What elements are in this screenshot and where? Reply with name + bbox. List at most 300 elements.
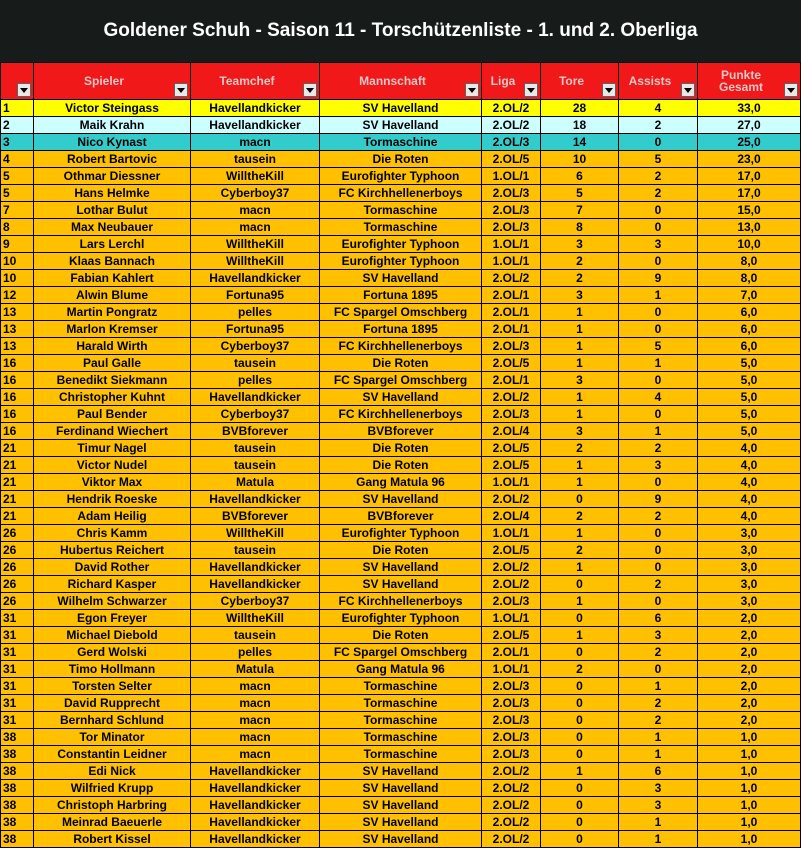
punkte-cell[interactable]: 2,0 — [698, 712, 801, 729]
rank-cell[interactable]: 21 — [1, 474, 34, 491]
liga-cell[interactable]: 2.OL/3 — [482, 202, 541, 219]
mannschaft-cell[interactable]: SV Havelland — [320, 797, 482, 814]
tore-cell[interactable]: 0 — [541, 678, 619, 695]
liga-cell[interactable]: 2.OL/5 — [482, 151, 541, 168]
spieler-cell[interactable]: Paul Galle — [34, 355, 191, 372]
assists-cell[interactable]: 3 — [619, 236, 698, 253]
liga-cell[interactable]: 2.OL/3 — [482, 729, 541, 746]
liga-cell[interactable]: 2.OL/3 — [482, 219, 541, 236]
teamchef-cell[interactable]: macn — [191, 695, 320, 712]
teamchef-cell[interactable]: macn — [191, 678, 320, 695]
rank-cell[interactable]: 3 — [1, 134, 34, 151]
liga-cell[interactable]: 2.OL/5 — [482, 627, 541, 644]
filter-dropdown-icon[interactable] — [784, 83, 798, 97]
punkte-cell[interactable]: 3,0 — [698, 542, 801, 559]
liga-cell[interactable]: 2.OL/3 — [482, 712, 541, 729]
mannschaft-cell[interactable]: FC Kirchhellenerboys — [320, 185, 482, 202]
rank-cell[interactable]: 8 — [1, 219, 34, 236]
rank-cell[interactable]: 26 — [1, 542, 34, 559]
mannschaft-cell[interactable]: Tormaschine — [320, 712, 482, 729]
assists-cell[interactable]: 9 — [619, 270, 698, 287]
spieler-cell[interactable]: Egon Freyer — [34, 610, 191, 627]
liga-cell[interactable]: 2.OL/1 — [482, 644, 541, 661]
liga-cell[interactable]: 2.OL/4 — [482, 508, 541, 525]
assists-cell[interactable]: 3 — [619, 780, 698, 797]
assists-cell[interactable]: 4 — [619, 389, 698, 406]
filter-dropdown-icon[interactable] — [17, 83, 31, 97]
assists-cell[interactable]: 2 — [619, 440, 698, 457]
liga-cell[interactable]: 1.OL/1 — [482, 474, 541, 491]
mannschaft-cell[interactable]: FC Spargel Omschberg — [320, 304, 482, 321]
assists-cell[interactable]: 0 — [619, 321, 698, 338]
liga-cell[interactable]: 1.OL/1 — [482, 661, 541, 678]
teamchef-cell[interactable]: tausein — [191, 627, 320, 644]
filter-dropdown-icon[interactable] — [602, 83, 616, 97]
mannschaft-cell[interactable]: Gang Matula 96 — [320, 474, 482, 491]
teamchef-cell[interactable]: Cyberboy37 — [191, 406, 320, 423]
tore-cell[interactable]: 0 — [541, 797, 619, 814]
spieler-cell[interactable]: Gerd Wolski — [34, 644, 191, 661]
tore-cell[interactable]: 10 — [541, 151, 619, 168]
assists-cell[interactable]: 2 — [619, 695, 698, 712]
assists-cell[interactable]: 2 — [619, 168, 698, 185]
rank-cell[interactable]: 5 — [1, 185, 34, 202]
assists-cell[interactable]: 0 — [619, 559, 698, 576]
rank-cell[interactable]: 38 — [1, 763, 34, 780]
assists-cell[interactable]: 0 — [619, 202, 698, 219]
rank-cell[interactable]: 31 — [1, 610, 34, 627]
teamchef-cell[interactable]: macn — [191, 202, 320, 219]
spieler-cell[interactable]: David Rupprecht — [34, 695, 191, 712]
liga-cell[interactable]: 2.OL/3 — [482, 678, 541, 695]
punkte-cell[interactable]: 2,0 — [698, 661, 801, 678]
spieler-cell[interactable]: Paul Bender — [34, 406, 191, 423]
assists-cell[interactable]: 9 — [619, 491, 698, 508]
teamchef-cell[interactable]: macn — [191, 712, 320, 729]
liga-cell[interactable]: 1.OL/1 — [482, 525, 541, 542]
liga-cell[interactable]: 2.OL/2 — [482, 814, 541, 831]
liga-cell[interactable]: 2.OL/1 — [482, 304, 541, 321]
liga-cell[interactable]: 2.OL/2 — [482, 100, 541, 117]
assists-cell[interactable]: 1 — [619, 831, 698, 848]
spieler-cell[interactable]: Torsten Selter — [34, 678, 191, 695]
punkte-cell[interactable]: 1,0 — [698, 729, 801, 746]
spieler-cell[interactable]: Harald Wirth — [34, 338, 191, 355]
teamchef-cell[interactable]: Havellandkicker — [191, 576, 320, 593]
rank-cell[interactable]: 31 — [1, 627, 34, 644]
liga-cell[interactable]: 2.OL/2 — [482, 559, 541, 576]
rank-cell[interactable]: 31 — [1, 644, 34, 661]
liga-cell[interactable]: 2.OL/2 — [482, 763, 541, 780]
assists-cell[interactable]: 0 — [619, 593, 698, 610]
tore-cell[interactable]: 5 — [541, 185, 619, 202]
assists-cell[interactable]: 5 — [619, 151, 698, 168]
tore-cell[interactable]: 0 — [541, 780, 619, 797]
spieler-cell[interactable]: Michael Diebold — [34, 627, 191, 644]
mannschaft-cell[interactable]: Tormaschine — [320, 695, 482, 712]
assists-cell[interactable]: 1 — [619, 423, 698, 440]
mannschaft-cell[interactable]: SV Havelland — [320, 576, 482, 593]
teamchef-cell[interactable]: macn — [191, 134, 320, 151]
rank-cell[interactable]: 21 — [1, 508, 34, 525]
punkte-cell[interactable]: 10,0 — [698, 236, 801, 253]
teamchef-cell[interactable]: macn — [191, 219, 320, 236]
punkte-cell[interactable]: 17,0 — [698, 168, 801, 185]
spieler-cell[interactable]: Martin Pongratz — [34, 304, 191, 321]
punkte-cell[interactable]: 8,0 — [698, 270, 801, 287]
teamchef-cell[interactable]: Havellandkicker — [191, 117, 320, 134]
spieler-cell[interactable]: Lothar Bulut — [34, 202, 191, 219]
liga-cell[interactable]: 2.OL/1 — [482, 287, 541, 304]
spieler-cell[interactable]: Robert Bartovic — [34, 151, 191, 168]
liga-cell[interactable]: 2.OL/3 — [482, 746, 541, 763]
teamchef-cell[interactable]: Havellandkicker — [191, 780, 320, 797]
mannschaft-cell[interactable]: FC Kirchhellenerboys — [320, 338, 482, 355]
filter-dropdown-icon[interactable] — [303, 83, 317, 97]
teamchef-cell[interactable]: Cyberboy37 — [191, 593, 320, 610]
spieler-cell[interactable]: Chris Kamm — [34, 525, 191, 542]
spieler-cell[interactable]: Christopher Kuhnt — [34, 389, 191, 406]
punkte-cell[interactable]: 13,0 — [698, 219, 801, 236]
teamchef-cell[interactable]: pelles — [191, 644, 320, 661]
punkte-cell[interactable]: 23,0 — [698, 151, 801, 168]
tore-cell[interactable]: 0 — [541, 814, 619, 831]
spieler-cell[interactable]: Victor Nudel — [34, 457, 191, 474]
tore-cell[interactable]: 2 — [541, 270, 619, 287]
mannschaft-cell[interactable]: SV Havelland — [320, 491, 482, 508]
teamchef-cell[interactable]: tausein — [191, 542, 320, 559]
tore-cell[interactable]: 0 — [541, 746, 619, 763]
punkte-cell[interactable]: 1,0 — [698, 814, 801, 831]
filter-dropdown-icon[interactable] — [681, 83, 695, 97]
assists-cell[interactable]: 0 — [619, 474, 698, 491]
spieler-cell[interactable]: Hans Helmke — [34, 185, 191, 202]
assists-cell[interactable]: 0 — [619, 219, 698, 236]
teamchef-cell[interactable]: Havellandkicker — [191, 389, 320, 406]
tore-cell[interactable]: 3 — [541, 236, 619, 253]
rank-cell[interactable]: 38 — [1, 780, 34, 797]
assists-cell[interactable]: 0 — [619, 134, 698, 151]
punkte-cell[interactable]: 17,0 — [698, 185, 801, 202]
rank-cell[interactable]: 38 — [1, 797, 34, 814]
rank-cell[interactable]: 1 — [1, 100, 34, 117]
punkte-cell[interactable]: 2,0 — [698, 627, 801, 644]
mannschaft-cell[interactable]: Eurofighter Typhoon — [320, 525, 482, 542]
teamchef-cell[interactable]: pelles — [191, 304, 320, 321]
spieler-cell[interactable]: Tor Minator — [34, 729, 191, 746]
punkte-cell[interactable]: 33,0 — [698, 100, 801, 117]
mannschaft-cell[interactable]: SV Havelland — [320, 763, 482, 780]
liga-cell[interactable]: 2.OL/2 — [482, 389, 541, 406]
teamchef-cell[interactable]: Havellandkicker — [191, 270, 320, 287]
rank-cell[interactable]: 26 — [1, 559, 34, 576]
liga-cell[interactable]: 2.OL/2 — [482, 491, 541, 508]
assists-cell[interactable]: 3 — [619, 457, 698, 474]
rank-cell[interactable]: 31 — [1, 712, 34, 729]
tore-cell[interactable]: 1 — [541, 559, 619, 576]
tore-cell[interactable]: 7 — [541, 202, 619, 219]
liga-cell[interactable]: 1.OL/1 — [482, 236, 541, 253]
rank-cell[interactable]: 31 — [1, 661, 34, 678]
mannschaft-cell[interactable]: Eurofighter Typhoon — [320, 236, 482, 253]
liga-cell[interactable]: 2.OL/2 — [482, 117, 541, 134]
rank-cell[interactable]: 10 — [1, 270, 34, 287]
spieler-cell[interactable]: Christoph Harbring — [34, 797, 191, 814]
punkte-cell[interactable]: 4,0 — [698, 508, 801, 525]
rank-cell[interactable]: 31 — [1, 678, 34, 695]
punkte-cell[interactable]: 5,0 — [698, 372, 801, 389]
spieler-cell[interactable]: Othmar Diessner — [34, 168, 191, 185]
rank-cell[interactable]: 16 — [1, 355, 34, 372]
punkte-cell[interactable]: 5,0 — [698, 423, 801, 440]
rank-cell[interactable]: 21 — [1, 440, 34, 457]
tore-cell[interactable]: 14 — [541, 134, 619, 151]
tore-cell[interactable]: 1 — [541, 593, 619, 610]
punkte-cell[interactable]: 2,0 — [698, 695, 801, 712]
teamchef-cell[interactable]: Havellandkicker — [191, 831, 320, 848]
mannschaft-cell[interactable]: Die Roten — [320, 542, 482, 559]
spieler-cell[interactable]: Benedikt Siekmann — [34, 372, 191, 389]
rank-cell[interactable]: 16 — [1, 389, 34, 406]
tore-cell[interactable]: 2 — [541, 253, 619, 270]
spieler-cell[interactable]: Nico Kynast — [34, 134, 191, 151]
tore-cell[interactable]: 0 — [541, 491, 619, 508]
tore-cell[interactable]: 0 — [541, 729, 619, 746]
mannschaft-cell[interactable]: Eurofighter Typhoon — [320, 610, 482, 627]
liga-cell[interactable]: 2.OL/5 — [482, 542, 541, 559]
teamchef-cell[interactable]: Havellandkicker — [191, 763, 320, 780]
spieler-cell[interactable]: Adam Heilig — [34, 508, 191, 525]
assists-cell[interactable]: 2 — [619, 185, 698, 202]
tore-cell[interactable]: 3 — [541, 287, 619, 304]
tore-cell[interactable]: 2 — [541, 661, 619, 678]
rank-cell[interactable]: 12 — [1, 287, 34, 304]
spieler-cell[interactable]: Bernhard Schlund — [34, 712, 191, 729]
assists-cell[interactable]: 1 — [619, 814, 698, 831]
rank-cell[interactable]: 10 — [1, 253, 34, 270]
rank-cell[interactable]: 26 — [1, 576, 34, 593]
liga-cell[interactable]: 2.OL/3 — [482, 185, 541, 202]
punkte-cell[interactable]: 5,0 — [698, 389, 801, 406]
mannschaft-cell[interactable]: Die Roten — [320, 457, 482, 474]
assists-cell[interactable]: 0 — [619, 304, 698, 321]
mannschaft-cell[interactable]: Tormaschine — [320, 678, 482, 695]
rank-cell[interactable]: 21 — [1, 491, 34, 508]
punkte-cell[interactable]: 2,0 — [698, 678, 801, 695]
punkte-cell[interactable]: 3,0 — [698, 559, 801, 576]
tore-cell[interactable]: 1 — [541, 338, 619, 355]
teamchef-cell[interactable]: tausein — [191, 355, 320, 372]
punkte-cell[interactable]: 7,0 — [698, 287, 801, 304]
mannschaft-cell[interactable]: SV Havelland — [320, 831, 482, 848]
teamchef-cell[interactable]: Fortuna95 — [191, 321, 320, 338]
teamchef-cell[interactable]: Havellandkicker — [191, 797, 320, 814]
mannschaft-cell[interactable]: FC Kirchhellenerboys — [320, 593, 482, 610]
teamchef-cell[interactable]: Cyberboy37 — [191, 185, 320, 202]
mannschaft-cell[interactable]: FC Spargel Omschberg — [320, 644, 482, 661]
teamchef-cell[interactable]: Fortuna95 — [191, 287, 320, 304]
assists-cell[interactable]: 1 — [619, 746, 698, 763]
punkte-cell[interactable]: 5,0 — [698, 355, 801, 372]
teamchef-cell[interactable]: WilltheKill — [191, 253, 320, 270]
teamchef-cell[interactable]: Havellandkicker — [191, 814, 320, 831]
tore-cell[interactable]: 3 — [541, 372, 619, 389]
teamchef-cell[interactable]: Cyberboy37 — [191, 338, 320, 355]
assists-cell[interactable]: 6 — [619, 610, 698, 627]
mannschaft-cell[interactable]: BVBforever — [320, 423, 482, 440]
punkte-cell[interactable]: 4,0 — [698, 474, 801, 491]
spieler-cell[interactable]: Wilhelm Schwarzer — [34, 593, 191, 610]
tore-cell[interactable]: 0 — [541, 695, 619, 712]
tore-cell[interactable]: 1 — [541, 355, 619, 372]
rank-cell[interactable]: 7 — [1, 202, 34, 219]
assists-cell[interactable]: 0 — [619, 661, 698, 678]
spieler-cell[interactable]: Victor Steingass — [34, 100, 191, 117]
mannschaft-cell[interactable]: Tormaschine — [320, 219, 482, 236]
rank-cell[interactable]: 5 — [1, 168, 34, 185]
rank-cell[interactable]: 16 — [1, 372, 34, 389]
liga-cell[interactable]: 2.OL/4 — [482, 423, 541, 440]
rank-cell[interactable]: 9 — [1, 236, 34, 253]
teamchef-cell[interactable]: macn — [191, 729, 320, 746]
assists-cell[interactable]: 0 — [619, 372, 698, 389]
mannschaft-cell[interactable]: BVBforever — [320, 508, 482, 525]
tore-cell[interactable]: 3 — [541, 423, 619, 440]
assists-cell[interactable]: 2 — [619, 117, 698, 134]
assists-cell[interactable]: 1 — [619, 678, 698, 695]
assists-cell[interactable]: 0 — [619, 542, 698, 559]
punkte-cell[interactable]: 1,0 — [698, 831, 801, 848]
tore-cell[interactable]: 28 — [541, 100, 619, 117]
mannschaft-cell[interactable]: SV Havelland — [320, 780, 482, 797]
rank-cell[interactable]: 26 — [1, 525, 34, 542]
punkte-cell[interactable]: 2,0 — [698, 644, 801, 661]
punkte-cell[interactable]: 15,0 — [698, 202, 801, 219]
spieler-cell[interactable]: Viktor Max — [34, 474, 191, 491]
spieler-cell[interactable]: Marlon Kremser — [34, 321, 191, 338]
punkte-cell[interactable]: 1,0 — [698, 746, 801, 763]
teamchef-cell[interactable]: WilltheKill — [191, 610, 320, 627]
liga-cell[interactable]: 1.OL/1 — [482, 253, 541, 270]
tore-cell[interactable]: 1 — [541, 474, 619, 491]
liga-cell[interactable]: 2.OL/1 — [482, 372, 541, 389]
punkte-cell[interactable]: 3,0 — [698, 525, 801, 542]
tore-cell[interactable]: 6 — [541, 168, 619, 185]
assists-cell[interactable]: 2 — [619, 644, 698, 661]
liga-cell[interactable]: 2.OL/3 — [482, 406, 541, 423]
teamchef-cell[interactable]: tausein — [191, 151, 320, 168]
punkte-cell[interactable]: 6,0 — [698, 338, 801, 355]
assists-cell[interactable]: 3 — [619, 797, 698, 814]
punkte-cell[interactable]: 2,0 — [698, 610, 801, 627]
tore-cell[interactable]: 0 — [541, 610, 619, 627]
spieler-cell[interactable]: Fabian Kahlert — [34, 270, 191, 287]
liga-cell[interactable]: 2.OL/2 — [482, 576, 541, 593]
liga-cell[interactable]: 2.OL/5 — [482, 457, 541, 474]
punkte-cell[interactable]: 4,0 — [698, 440, 801, 457]
teamchef-cell[interactable]: BVBforever — [191, 423, 320, 440]
tore-cell[interactable]: 2 — [541, 542, 619, 559]
rank-cell[interactable]: 2 — [1, 117, 34, 134]
mannschaft-cell[interactable]: Tormaschine — [320, 729, 482, 746]
rank-cell[interactable]: 4 — [1, 151, 34, 168]
punkte-cell[interactable]: 1,0 — [698, 763, 801, 780]
mannschaft-cell[interactable]: Die Roten — [320, 440, 482, 457]
mannschaft-cell[interactable]: Die Roten — [320, 627, 482, 644]
assists-cell[interactable]: 2 — [619, 508, 698, 525]
mannschaft-cell[interactable]: Eurofighter Typhoon — [320, 253, 482, 270]
mannschaft-cell[interactable]: Fortuna 1895 — [320, 321, 482, 338]
mannschaft-cell[interactable]: Tormaschine — [320, 746, 482, 763]
liga-cell[interactable]: 1.OL/1 — [482, 168, 541, 185]
spieler-cell[interactable]: Wilfried Krupp — [34, 780, 191, 797]
rank-cell[interactable]: 21 — [1, 457, 34, 474]
tore-cell[interactable]: 1 — [541, 457, 619, 474]
spieler-cell[interactable]: Constantin Leidner — [34, 746, 191, 763]
spieler-cell[interactable]: Ferdinand Wiechert — [34, 423, 191, 440]
rank-cell[interactable]: 13 — [1, 321, 34, 338]
assists-cell[interactable]: 2 — [619, 576, 698, 593]
rank-cell[interactable]: 38 — [1, 831, 34, 848]
punkte-cell[interactable]: 5,0 — [698, 406, 801, 423]
teamchef-cell[interactable]: WilltheKill — [191, 168, 320, 185]
mannschaft-cell[interactable]: Die Roten — [320, 355, 482, 372]
rank-cell[interactable]: 13 — [1, 338, 34, 355]
mannschaft-cell[interactable]: SV Havelland — [320, 389, 482, 406]
filter-dropdown-icon[interactable] — [524, 83, 538, 97]
punkte-cell[interactable]: 3,0 — [698, 576, 801, 593]
spieler-cell[interactable]: David Rother — [34, 559, 191, 576]
mannschaft-cell[interactable]: SV Havelland — [320, 117, 482, 134]
liga-cell[interactable]: 2.OL/3 — [482, 134, 541, 151]
tore-cell[interactable]: 1 — [541, 525, 619, 542]
liga-cell[interactable]: 2.OL/3 — [482, 695, 541, 712]
teamchef-cell[interactable]: Matula — [191, 474, 320, 491]
tore-cell[interactable]: 1 — [541, 321, 619, 338]
rank-cell[interactable]: 13 — [1, 304, 34, 321]
liga-cell[interactable]: 2.OL/3 — [482, 338, 541, 355]
mannschaft-cell[interactable]: Fortuna 1895 — [320, 287, 482, 304]
punkte-cell[interactable]: 8,0 — [698, 253, 801, 270]
assists-cell[interactable]: 5 — [619, 338, 698, 355]
rank-cell[interactable]: 38 — [1, 814, 34, 831]
liga-cell[interactable]: 1.OL/1 — [482, 610, 541, 627]
punkte-cell[interactable]: 27,0 — [698, 117, 801, 134]
punkte-cell[interactable]: 1,0 — [698, 797, 801, 814]
tore-cell[interactable]: 0 — [541, 644, 619, 661]
rank-cell[interactable]: 16 — [1, 406, 34, 423]
spieler-cell[interactable]: Timo Hollmann — [34, 661, 191, 678]
rank-cell[interactable]: 26 — [1, 593, 34, 610]
tore-cell[interactable]: 1 — [541, 304, 619, 321]
mannschaft-cell[interactable]: Gang Matula 96 — [320, 661, 482, 678]
mannschaft-cell[interactable]: SV Havelland — [320, 270, 482, 287]
mannschaft-cell[interactable]: FC Spargel Omschberg — [320, 372, 482, 389]
punkte-cell[interactable]: 6,0 — [698, 304, 801, 321]
liga-cell[interactable]: 2.OL/3 — [482, 593, 541, 610]
punkte-cell[interactable]: 3,0 — [698, 593, 801, 610]
assists-cell[interactable]: 2 — [619, 712, 698, 729]
teamchef-cell[interactable]: Matula — [191, 661, 320, 678]
teamchef-cell[interactable]: BVBforever — [191, 508, 320, 525]
spieler-cell[interactable]: Lars Lerchl — [34, 236, 191, 253]
liga-cell[interactable]: 2.OL/2 — [482, 797, 541, 814]
spieler-cell[interactable]: Maik Krahn — [34, 117, 191, 134]
assists-cell[interactable]: 0 — [619, 253, 698, 270]
tore-cell[interactable]: 2 — [541, 508, 619, 525]
assists-cell[interactable]: 0 — [619, 525, 698, 542]
tore-cell[interactable]: 18 — [541, 117, 619, 134]
